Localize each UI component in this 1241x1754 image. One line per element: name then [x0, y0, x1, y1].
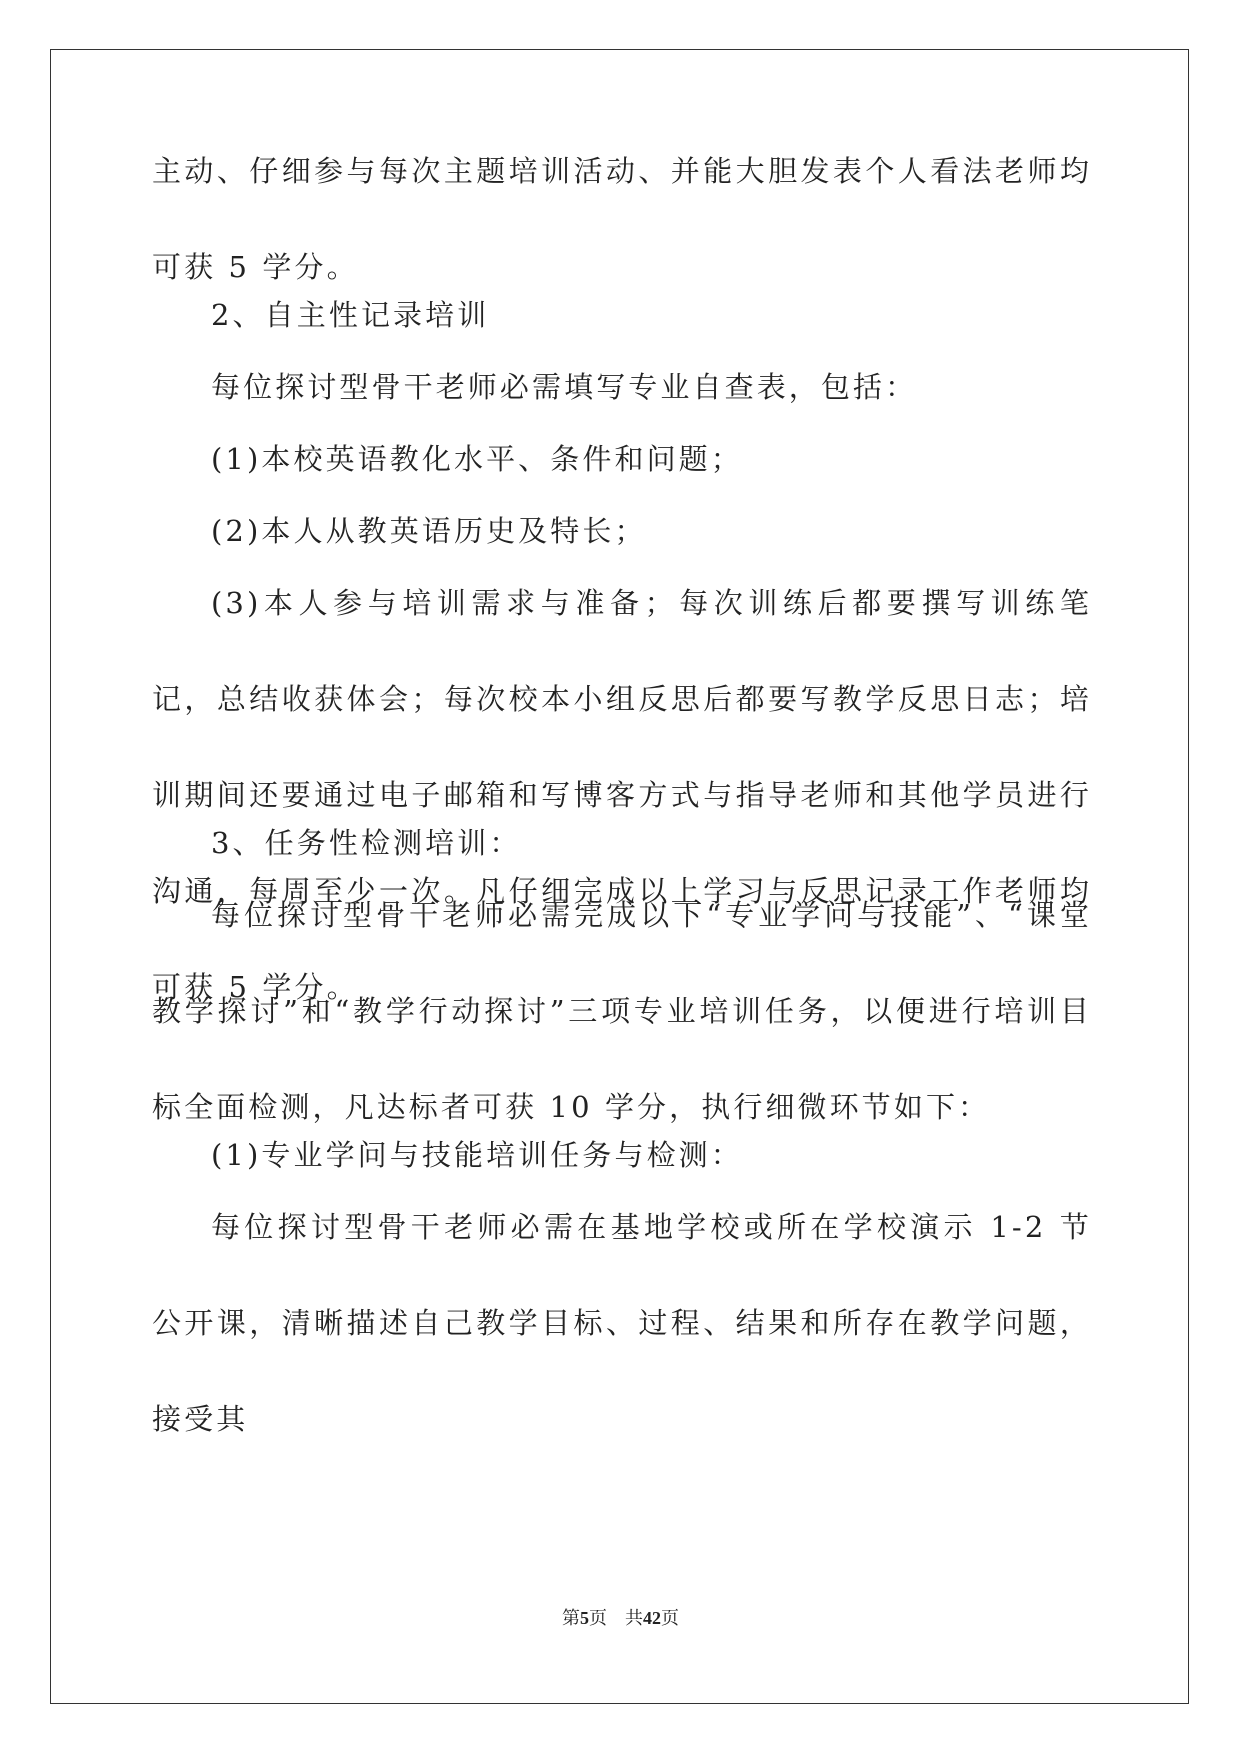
paragraph-1: 主动、仔细参与每次主题培训活动、并能大胆发表个人看法老师均可获 5 学分。 — [152, 154, 1092, 284]
page-footer — [0, 1606, 1241, 1630]
paragraph-3: 每位探讨型骨干老师必需填写专业自查表，包括： — [211, 370, 918, 404]
footer-page-prefix: 第 — [562, 1608, 580, 1628]
paragraph-4-item: (1)本校英语教化水平、条件和问题； — [211, 442, 743, 476]
footer-total-suffix: 页 — [661, 1608, 679, 1628]
paragraph-2-heading: 2、自主性记录培训 — [211, 298, 490, 332]
paragraph-8: 每位探讨型骨干老师必需完成以下“专业学问与技能”、“课堂教学探讨”和“教学行动探讨”三项专业培训任务，以便进行培训目标全面检测，凡达标者可获 10 学分，执行细微环节如下： — [152, 898, 1092, 1124]
footer-page-number: 5 — [580, 1608, 589, 1628]
footer-page-suffix: 页 — [589, 1608, 607, 1628]
paragraph-5-item: (2)本人从教英语历史及特长； — [211, 514, 647, 548]
paragraph-6-item: (3)本人参与培训需求与准备；每次训练后都要撰写训练笔记，总结收获体会；每次校本小组反思后都要写教学反思日志；培训期间还要通过电子邮箱和写博客方式与指导老师和其他学员进行沟通，每周至少一次。凡仔细完成以上学习与反思记录工作老师均可获 5 学分。 — [152, 586, 1092, 1004]
paragraph-10: 每位探讨型骨干老师必需在基地学校或所在学校演示 1-2 节公开课，清晰描述自己教学目标、过程、结果和所存在教学问题，接受其 — [152, 1210, 1092, 1436]
paragraph-7-heading: 3、任务性检测培训： — [211, 826, 522, 860]
paragraph-9-item: (1)专业学问与技能培训任务与检测： — [211, 1138, 743, 1172]
footer-total-prefix: 共 — [625, 1608, 643, 1628]
footer-total-pages: 42 — [643, 1608, 661, 1628]
